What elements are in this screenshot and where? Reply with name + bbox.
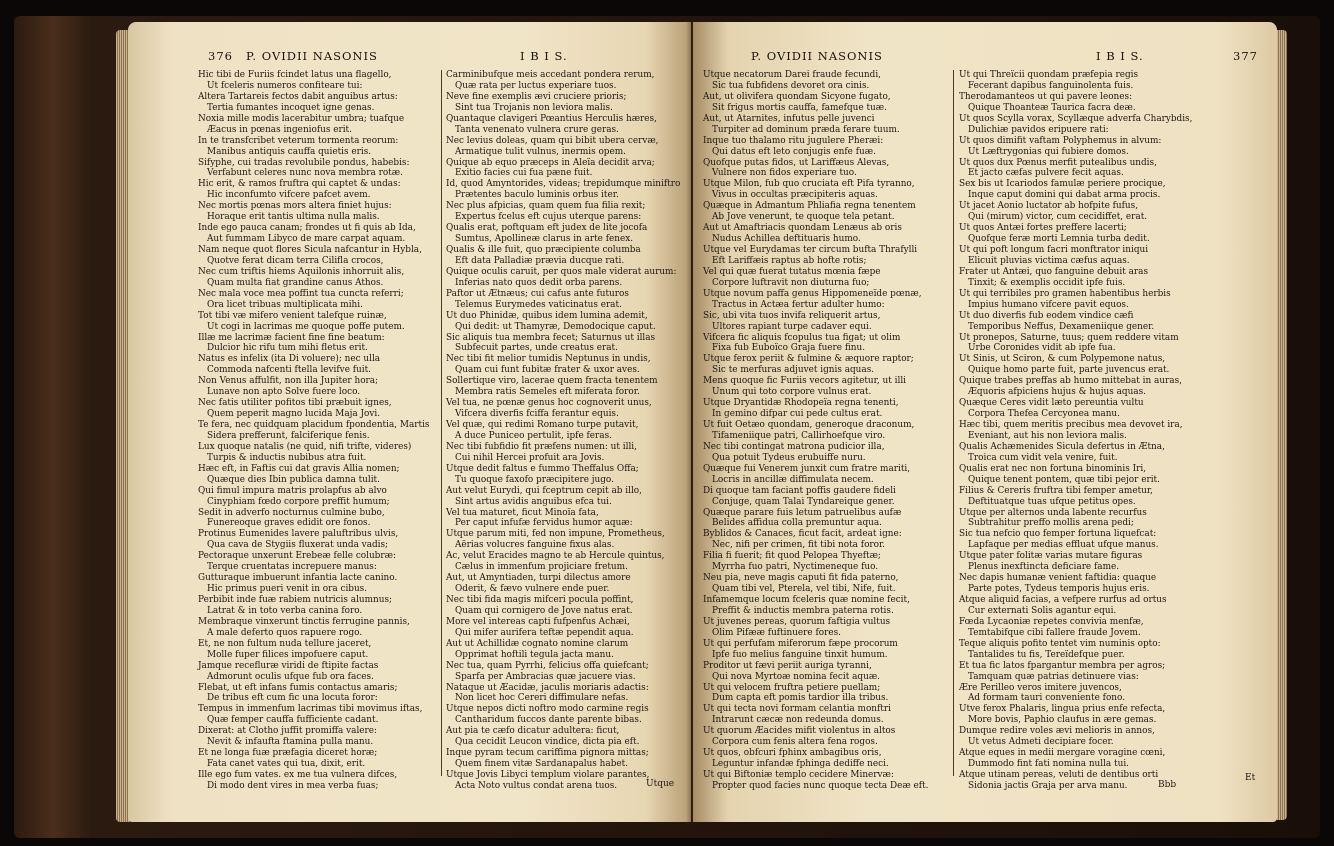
verse-line: Ut duo diverfis fub eodem vindice cæfi — [959, 310, 1134, 321]
verse-line: Et tua fic latos fpargantur membra per agros; — [959, 660, 1166, 671]
right-catchword: Et — [1245, 773, 1256, 783]
verse-line: Neu pia, neve magis caputi fit fida paterno, — [703, 573, 899, 584]
verse-line: Sint artus avidis anguibus efca tui. — [455, 496, 612, 507]
verse-line: Nec tibi fit melior tumidis Neptunus in undis, — [446, 354, 651, 365]
verse-line: Ora licet tribuas multiplicata mihi. — [207, 299, 363, 310]
verse-line: Therodamanteos ut qui pavere leones: — [959, 91, 1133, 102]
verse-line: Utque dedit faltus e fummo Theffalus Offa; — [446, 463, 639, 474]
verse-line: Nec levius doleas, quam qui bibit ubera cervæ, — [446, 135, 659, 146]
verse-line: Ære Perilleo veros imitere juvencos, — [959, 682, 1122, 693]
verse-line: Tamquam quæ patrias detinuere vias: — [968, 671, 1139, 682]
verse-line: Atque eques in medii mergare voragine cœni, — [959, 748, 1166, 759]
verse-line: Utque parum miti, fed non impune, Prometheus, — [446, 529, 665, 540]
verse-line: Latrat & in toto verba canina foro. — [207, 605, 363, 616]
verse-line: Vifcera fic aliquis fcopulus tua figat; ut olim — [703, 332, 901, 343]
verse-line: Nec dapis humanæ venient faftidia: quaque — [959, 573, 1157, 584]
verse-line: Nec, nifi per crimen, fit tibi nota foror. — [712, 540, 886, 551]
verse-line: Frater ut Antæi, quo fanguine debuit aras — [959, 266, 1149, 277]
verse-line: Sparfa per Ambracias quæ jacuere vias. — [455, 671, 636, 682]
verse-line: Inde ego pauca canam; frondes ut fi quis ab Ida, — [198, 223, 416, 234]
verse-line: Nec plus afpicias, quam quem fua filia rexit; — [446, 201, 646, 212]
verse-line: Qualis erat nec non fortuna binominis Iri, — [959, 463, 1147, 474]
verse-line: Utque necatorum Darei fraude fecundi, — [703, 70, 881, 80]
verse-line: Sic tua nefcio quo femper fortuna liquefcat: — [959, 529, 1157, 540]
verse-line: Carminibufque meis accedant pondera rerum, — [446, 70, 655, 80]
verse-line: Ut quos dimifit vaftam Polyphemus in alvum: — [959, 135, 1162, 146]
verse-line: Quam multa fiat grandine canus Athos. — [207, 277, 384, 288]
verse-line: Quam qui cornigero de Jove natus erat. — [455, 605, 633, 616]
verse-line: In te transfcribet veterum tormenta reorum: — [198, 135, 399, 146]
verse-line: Quotve ferat dicam terra Cilifla crocos, — [207, 255, 384, 266]
verse-line: Sic, ubi vita tuos invifa reliquerit artus, — [703, 310, 881, 321]
verse-line: Vifcera diverfis fciffa ferantur equis. — [455, 409, 619, 420]
verse-line: Corpora cum fenis altera fena rogos. — [712, 737, 878, 748]
verse-line: Lux quoque natalis (ne quid, nifi trifte, videres) — [198, 441, 412, 452]
verse-line: Tanta venenato vulnera crure geras. — [455, 124, 619, 135]
verse-line: Temporibus Neffus, Dexameniique gener. — [968, 321, 1155, 332]
verse-line: Membra ratis Semeles eft miferata foror. — [455, 387, 640, 398]
verse-line: Expertus fcelus eft cujus uterque parens: — [455, 212, 642, 223]
verse-line: Et, ne non fultum nuda tellure jaceret, — [198, 638, 372, 649]
verse-line: Turpis & inductis nubibus atra fuit. — [207, 452, 367, 463]
verse-line: Locris in ancillæ diffimulata necem. — [712, 474, 874, 485]
verse-line: Vulnere non fidos experiare tuo. — [712, 168, 857, 179]
verse-line: Commoda nafcenti ftella levifve fuit. — [207, 365, 371, 376]
verse-line: Oderit, & fævo vulnere ende puer. — [455, 584, 610, 595]
verse-line: Hæc tibi, quem meritis precibus mea devovet ira, — [959, 420, 1183, 430]
verse-line: Corpora Thefea Cercyonea manu. — [968, 409, 1120, 420]
verse-line: Vel qui quæ fuerat tutatus mœnia fæpe — [703, 266, 881, 277]
verse-line: Nam neque quot flores Sicula nafcantur in Hybla, — [198, 245, 422, 255]
verse-line: Manibus antiquis cauffa quietis eris. — [207, 146, 372, 157]
signature-mark: Bbb — [1158, 780, 1177, 790]
verse-line: Qualis Achæmenides Sicula defertus in Ætna, — [959, 441, 1165, 452]
left-column-1 — [198, 70, 429, 792]
verse-line: Plenus inexftincta deficiare fame. — [968, 562, 1120, 573]
verse-line: Quem peperit magno lucida Maja Jovi. — [207, 409, 381, 420]
verse-line: Prætentes baculo luminis orbus iter. — [455, 190, 619, 201]
verse-line: Fixa fub Euboïco Graja fuere finu. — [712, 343, 866, 354]
verse-line: Ut fceleris numeros confiteare tui: — [207, 80, 363, 91]
verse-line: More vel intereas capti fufpenfus Achæi, — [446, 616, 630, 627]
verse-line: Qui dedit: ut Thamyræ, Demodocique caput. — [455, 321, 656, 332]
verse-line: Hic tibi de Furiis fcindet latus una flagello, — [198, 70, 392, 80]
verse-line: Parte potes, Tydeus temporis hujus eris. — [968, 584, 1150, 595]
verse-line: Nec mortis pœnas mors altera finiet hujus: — [198, 201, 392, 212]
verse-line: Dixerat: at Clotho juffit promiffa valere: — [198, 726, 378, 737]
verse-line: Eft Lariffæis raptus ab hofte rotis; — [712, 255, 867, 266]
verse-line: Sic tua fubfidens devoret ora cinis. — [712, 80, 870, 91]
verse-line: Qua cava de Stygiis fluxerat unda vadis; — [207, 540, 389, 551]
verse-line: Sex bis ut Icariodos famulæ periere procique, — [959, 179, 1166, 190]
verse-line: Ut cogi in lacrimas me quoque poffe putem. — [207, 321, 405, 332]
verse-line: Byblidos & Canaces, ficut facit, ardeat igne: — [703, 529, 902, 540]
verse-line: Ut Læftrygonias qui fubiere domos. — [968, 146, 1129, 157]
verse-line: Quæque dies Ibin publica damna tulit. — [207, 474, 380, 485]
verse-line: Ut qui Threïcii quondam præfepia regis — [959, 70, 1139, 80]
verse-line: Tinxit; & exemplis occidit ipfe fuis. — [968, 277, 1126, 288]
verse-line: More bovis, Paphio claufus in ære gemas. — [968, 715, 1157, 726]
verse-line: Ut qui tecta novi formam celantia monftri — [703, 704, 891, 715]
verse-line: Verfabunt celeres nunc nova membra rotæ. — [207, 168, 403, 179]
verse-line: Aut fummam Libyco de mare carpat aquam. — [207, 234, 406, 245]
verse-line: Filia fi fuerit; fit quod Pelopea Thyeftæ; — [703, 551, 881, 562]
verse-line: Ut qui poft longum facri monftrator iniqui — [959, 245, 1149, 255]
verse-line: Paftor ut Ætnæus; cui cafus ante futuros — [446, 288, 629, 299]
verse-line: Gutturaque imbuerunt infantia lacte canino. — [198, 573, 398, 584]
verse-line: Utque Dryantidæ Rhodopeïa regna tenenti, — [703, 398, 899, 409]
verse-line: Dulcior hic rifu tum mihi fletus erit. — [207, 343, 368, 354]
verse-line: Perbibit inde fuæ rabiem nutricis alumnus; — [198, 595, 393, 605]
verse-line: Noxia mille modis lacerabitur umbra; tuafque — [198, 113, 405, 124]
verse-line: Corpore luftravit non diuturna fuo; — [712, 277, 870, 288]
verse-line: Quæ rata per luctus experiare tuos. — [455, 80, 617, 91]
verse-line: Cantharidum fuccos dante parente bibas. — [455, 715, 642, 726]
verse-line: Cælus in immenfum projiciare fretum. — [455, 562, 628, 573]
verse-line: Tantalides tu fis, Tereïdefque puer. — [968, 649, 1125, 660]
verse-line: Hic erit, & ramos fruftra qui captet & undas: — [198, 179, 401, 190]
verse-line: Propter quod facies nunc quoque tecta Deæ eft. — [712, 780, 929, 791]
verse-line: Ut Sinis, ut Sciron, & cum Polypemone natus, — [959, 354, 1166, 365]
verse-line: Illæ me lacrimæ facient fine fine beatum: — [198, 332, 385, 343]
verse-line: Impius humano vifcere pavit equos. — [968, 299, 1129, 310]
verse-line: Terque cruentatas increpuere manus: — [207, 562, 377, 573]
verse-line: Ut vetus Admeti decipiare focer. — [968, 737, 1114, 748]
verse-line: Funereoque graves edidit ore fonos. — [207, 518, 371, 529]
verse-line: Natus es infelix (ita Di voluere); nec ulla — [198, 354, 381, 365]
verse-line: Nec cum triftis hiems Aquilonis inhorruit alis, — [198, 266, 405, 277]
verse-line: Quem finem vitæ Sardanapalus habet. — [455, 759, 629, 770]
verse-line: Cui nihil Hercei profuit ara Jovis. — [455, 452, 605, 463]
verse-line: Myrrha fuo patri, Nyctimeneque fuo. — [712, 562, 879, 573]
verse-line: Sidera prefferunt, falciferique fenis. — [207, 430, 370, 441]
verse-line: Nec fatis utiliter pofitos tibi præbuit ignes, — [198, 398, 392, 409]
verse-line: Inque tuo thalamo ritu jugulere Pheræi: — [703, 135, 884, 146]
verse-line: Temtabifque cibi fallere fraude Jovem. — [968, 627, 1141, 638]
verse-line: Nec tua, quam Pyrrhi, felicius offa quiefcant; — [446, 660, 649, 671]
verse-line: Proditor ut fævi periit auriga tyranni, — [703, 660, 872, 671]
right-column-1 — [703, 70, 928, 792]
verse-line: In gemino difpar cui pede cultus erat. — [712, 409, 883, 420]
left-page — [128, 22, 691, 822]
verse-line: Lapfaque per medias effluat ufque manus. — [968, 540, 1159, 551]
verse-line: Aut ut Achillidæ cognato nomine clarum — [446, 638, 629, 649]
verse-line: Tot tibi væ mifero venient talefque ruinæ, — [198, 310, 387, 321]
left-column-2 — [446, 70, 680, 792]
verse-line: Nec mala voce mea poffint tua cuncta referri; — [198, 288, 404, 299]
verse-line: Quique homo parte fuit, parte juvencus erat. — [968, 365, 1170, 376]
verse-line: Quæque Ceres vidit læto pereuntia vultu — [959, 398, 1144, 409]
verse-line: Dulichiæ pavidos eripuere rati: — [968, 124, 1109, 135]
verse-line: Tertia fumantes incoquet igne genas. — [207, 102, 375, 113]
verse-line: Quique ab equo præceps in Aleïa decidit arva; — [446, 157, 655, 168]
verse-line: Eft data Palladiæ prævia ducque rati. — [455, 255, 625, 266]
verse-line: De tribus eft cum fic una locuta foror: — [207, 693, 378, 704]
verse-line: Admorunt oculis ufque fub ora faces. — [207, 671, 374, 682]
verse-line: Unum qui toto corpore vulnus erat. — [712, 387, 872, 398]
verse-line: Ut quos Antæi fortes preffere lacerti; — [959, 223, 1127, 234]
verse-line: Urbe Coronides vidit ab ipfe fua. — [968, 343, 1116, 354]
verse-line: A duce Puniceo pertulit, ipfe feras. — [455, 430, 612, 441]
verse-line: Quam tibi vel, Pterela, vel tibi, Nife, fuit. — [712, 584, 896, 595]
verse-line: Quæque in Admantum Phliafia regna tenentem — [703, 201, 916, 212]
verse-line: Fecerant dapibus fanguinolenta fuis. — [968, 80, 1134, 91]
verse-line: Ut quos dux Pœnus merfit putealibus undis, — [959, 157, 1157, 168]
verse-line: Membraque vinxerunt tinctis ferrugine pannis, — [198, 616, 410, 627]
verse-line: Qua potuit Tydeus erubuiffe nuru. — [712, 452, 866, 463]
verse-line: Quofque putas fidos, ut Lariffæus Alevas, — [703, 157, 890, 168]
verse-line: Telemus Eurymedes vaticinatus erat. — [455, 299, 622, 310]
verse-line: Non licet hoc Cereri diffimulare nefas. — [455, 693, 629, 704]
verse-line: Sint tua Trojanis non leviora malis. — [455, 102, 613, 113]
verse-line: Qui fimul impura matris prolapfus ab alvo — [198, 485, 387, 496]
verse-line: Æacus in pœnas ingeniofus erit. — [207, 124, 352, 135]
verse-line: Inque pyram tecum cariffima pignora mittas; — [446, 748, 649, 759]
verse-line: Qui datus eft leto conjugis enfe fuæ. — [712, 146, 876, 157]
verse-line: Aut, ut olivifera quondam Sicyone fugato, — [703, 91, 891, 102]
verse-line: Quofque feræ morti Lemnia turba dedit. — [968, 234, 1150, 245]
verse-line: Utque nepos dicti noftro modo carmine regis — [446, 704, 649, 715]
verse-line: Acta Noto vultus condat arena tuos. — [455, 780, 618, 791]
verse-line: Fœda Lycaoniæ repetes convivia menfæ, — [959, 616, 1144, 627]
verse-line: Protinus Eumenides lavere paluftribus ulvis, — [198, 529, 399, 540]
verse-line: Tifameniique patri, Callirhoefque viro. — [712, 430, 886, 441]
verse-line: Et ne longa fuæ præfagia diceret horæ; — [198, 748, 378, 759]
right-running-ibis: I B I S. — [1096, 49, 1144, 63]
verse-line: Inferias nato quos dedit orba parens. — [455, 277, 623, 288]
verse-line: Ultores rapiant turpe cadaver equi. — [712, 321, 872, 332]
verse-line: Sedit in adverfo nocturnus culmine bubo, — [198, 507, 385, 518]
verse-line: Ut qui Biftoniæ templo cecidere Minervæ: — [703, 770, 894, 780]
verse-line: Nevit & infaufta ftamina pulla manu. — [207, 737, 374, 748]
verse-line: Horaque erit tantis ultima nulla malis. — [207, 212, 380, 223]
verse-line: Fata canet vates qui tua, dixit, erit. — [207, 759, 366, 770]
verse-line: Quique tenent pontem, quæ tibi pejor erit. — [968, 474, 1160, 485]
verse-line: Utque vel Eurydamas ter circum bufta Thrafylli — [703, 245, 918, 255]
verse-line: Aut pia te cæfo dicatur adultera: ficut, — [446, 726, 620, 737]
verse-line: Vel tua, ne pœnæ genus hoc cognoverit unus, — [446, 398, 652, 409]
verse-line: Ut qui velocem fruftra petiere puellam; — [703, 682, 881, 693]
verse-line: Hic primus pueri venit in ora cibus. — [207, 584, 368, 595]
verse-line: Quique trabes preffas ab humo mittebat in auras, — [959, 376, 1182, 387]
right-page-number: 377 — [1233, 49, 1258, 63]
left-page-number: 376 — [208, 49, 233, 63]
verse-line: Vivus in occultas præcipiteris aquas. — [712, 190, 878, 201]
verse-line: Elicuit pluvias victima cæfus aquas. — [968, 255, 1130, 266]
verse-line: Non Venus affulfit, non illa Jupiter hora; — [198, 376, 379, 387]
verse-line: Sit frigus mortis cauffa, famefque tuæ. — [712, 102, 887, 113]
verse-line: Subtrahitur preffo mollis arena pedi; — [968, 518, 1134, 529]
right-running-title: P. OVIDII NASONIS — [751, 49, 883, 63]
verse-line: Nec tibi fida magis mifceri pocula poffint, — [446, 595, 634, 605]
verse-line: Id, quod Amyntorides, videas; trepidumque miniftro — [446, 179, 681, 190]
verse-line: Æquoris afpiciens hujus & hujus aquas. — [968, 387, 1146, 398]
verse-line: Qua cecidit Leucon vindice, dicta pia eft. — [455, 737, 640, 748]
verse-line: Neve fine exemplis ævi cruciere prioris; — [446, 91, 627, 102]
column-rule-left — [441, 70, 442, 776]
verse-line: Qualis & ille fuit, quo præcipiente columba — [446, 245, 641, 255]
verse-line: Turpiter ad dominum præda ferare tuum. — [712, 124, 900, 135]
right-column-2 — [959, 70, 1192, 792]
verse-line: Et jacto cæfas pulvere fecit aquas. — [968, 168, 1124, 179]
verse-line: Tu quoque faxofo præcipitere jugo. — [455, 474, 614, 485]
verse-line: Nec tibi contingat matrona pudicior illa, — [703, 441, 885, 452]
verse-line: Hæc eft, in Faftis cui dat gravis Allia nomen; — [198, 463, 400, 474]
verse-line: Sifyphe, cui tradas revolubile pondus, habebis: — [198, 157, 410, 168]
verse-line: Vel quæ, qui redimi Romano turpe putavit, — [446, 420, 639, 430]
column-rule-right — [953, 70, 954, 776]
verse-line: Deftituatque tuas ufque petitus opes. — [968, 496, 1136, 507]
verse-line: Nec tibi fubfidio fit præfens numen: ut illi, — [446, 441, 637, 452]
verse-line: Di quoque tam faciant poffis gaudere fideli — [703, 485, 896, 496]
verse-line: Qualis erat, poftquam eft judex de lite jocofa — [446, 223, 648, 234]
verse-line: Ut jacet Aonio luctator ab hofpite fufus, — [959, 201, 1139, 212]
verse-line: Di modo dent vires in mea verba fuas; — [207, 780, 379, 791]
verse-line: Ut pronepos, Saturne, tuus; quem reddere vitam — [959, 332, 1179, 343]
verse-line: Sumtus, Apollineæ clarus in arte fenex. — [455, 234, 634, 245]
verse-line: Aut, ut Atarnites, infutus pelle juvenci — [703, 113, 875, 124]
verse-line: Hic inconfumto vifcere pafcet avem. — [207, 190, 371, 201]
verse-line: Belides affidua colla premuntur aqua. — [712, 518, 882, 529]
verse-line: Quæque fui Venerem junxit cum fratre mariti, — [703, 463, 911, 474]
verse-line: Ille ego fum vates. ex me tua vulnera difces, — [198, 770, 398, 780]
verse-line: Preffit & inductis membra paterna rotis. — [712, 605, 894, 616]
left-running-ibis: I B I S. — [520, 49, 568, 63]
verse-line: Qui mifer aurifera teftæ pependit aqua. — [455, 627, 634, 638]
verse-line: Armatique tulit vulnus, inermis opem. — [455, 146, 626, 157]
verse-line: Ab Jove venerunt, te quoque tela petant. — [712, 212, 895, 223]
verse-line: Dum capta eft pomis tardior illa tribus. — [712, 693, 889, 704]
verse-line: Utque Jovis Libyci templum violare parantes, — [446, 770, 650, 780]
verse-line: Ut quos Scylla vorax, Scyllæque adverfa Charybdis, — [959, 113, 1193, 124]
verse-line: A male deferto quos rapuere rogo. — [207, 627, 363, 638]
verse-line: Quique oculis caruit, per quos male viderat aurum: — [446, 266, 677, 277]
verse-line: Cur externati Solis agantur equi. — [968, 605, 1117, 616]
verse-line: Aut ut Amaftriacis quondam Lenæus ab oris — [703, 223, 902, 234]
verse-line: Eveniant, aut his non leviora malis. — [968, 430, 1127, 441]
verse-line: Utque Milon, fub quo cruciata eft Pifa tyranno, — [703, 179, 915, 190]
verse-line: Dumque redire voles ævi melioris in annos, — [959, 726, 1155, 737]
verse-line: Sidonia jactis Graja per arva manu. — [968, 780, 1128, 791]
verse-line: Qui (mirum) victor, cum cecidiffet, erat. — [968, 212, 1148, 223]
verse-line: Utque pater folitæ varias mutare figuras — [959, 551, 1143, 562]
verse-line: Intrarunt cæcæ non redeunda domus. — [712, 715, 884, 726]
verse-line: Te fera, nec quidquam placidum fpondentia, Martis — [198, 420, 430, 430]
verse-line: Tempus in immenfum lacrimas tibi movimus iftas, — [198, 704, 423, 715]
verse-line: Filius & Cereris fruftra tibi femper ametur, — [959, 485, 1153, 496]
verse-line: Utve ferox Phalaris, lingua prius enfe refecta, — [959, 704, 1166, 715]
verse-line: Utque novum paffa genus Hippomeneïde pœnæ, — [703, 288, 922, 299]
verse-line: Atque aliquid facias, a vefpere rurfus ad ortus — [959, 595, 1167, 605]
verse-line: Aërias volucres fanguine fixus alas. — [455, 540, 615, 551]
verse-line: Vel tua maturet, ficut Minoïa fata, — [446, 507, 599, 518]
verse-line: Utque ferox periit & fulmine & æquore raptor; — [703, 354, 914, 365]
verse-line: Nudus Achillea deftituaris humo. — [712, 234, 861, 245]
verse-line: Per caput infufæ fervidus humor aquæ: — [455, 518, 633, 529]
verse-line: Conjuge, quam Talai Tyndareique gener. — [712, 496, 895, 507]
verse-line: Sollertique viro, lacerae quem fracta tenentem — [446, 376, 658, 387]
left-catchword: Utque — [646, 779, 675, 789]
verse-line: Troica cum vidit vela venire, fuit. — [968, 452, 1118, 463]
verse-line: Exitio facies cui fua pæne fuit. — [455, 168, 593, 179]
verse-line: Ad formam tauri conveniente fono. — [968, 693, 1126, 704]
verse-line: Ut qui perfufam miferorum fæpe procorum — [703, 638, 898, 649]
verse-line: Ut quos, obfcuri fphinx ambagibus oris, — [703, 748, 882, 759]
verse-line: Ipfe fuo melius fanguine tinxit humum. — [712, 649, 888, 660]
verse-line: Ut duo Phinidæ, quibus idem lumina ademit, — [446, 310, 648, 321]
verse-line: Nataque ut Æacidæ, jaculis moriaris adactis: — [446, 682, 649, 693]
verse-line: Lunave non apto Solve fuere loco. — [207, 387, 361, 398]
verse-line: Ut qui terribiles pro gramen habentibus herbis — [959, 288, 1171, 299]
verse-line: Molle fuper filices impofuere caput. — [207, 649, 369, 660]
verse-line: Aut velut Eurydi, qui fceptrum cepit ab illo, — [446, 485, 642, 496]
verse-line: Qui nova Myrtoæ nomina fecit aquæ. — [712, 671, 880, 682]
verse-line: Ut quorum Æacides mifit violentus in altos — [703, 726, 896, 737]
right-page — [693, 22, 1277, 822]
verse-line: Sic aliquis tua membra fecet; Saturnus ut illas — [446, 332, 656, 343]
verse-line: Subfecuit partes, unde creatus erat. — [455, 343, 618, 354]
verse-line: Inque caput domini qui dabat arma procis. — [968, 190, 1161, 201]
left-running-title: P. OVIDII NASONIS — [246, 49, 378, 63]
verse-line: Utque per alternos unda labente recurfus — [959, 507, 1147, 518]
verse-line: Jamque recefluræ viridi de ftipite factas — [198, 660, 379, 671]
verse-line: Dummodo fint fati nomina nulla tui. — [968, 759, 1129, 770]
verse-line: Altera Tartareis fectos dabit anguibus artus: — [198, 91, 398, 102]
verse-line: Quæ femper cauffa fufficiente cadant. — [207, 715, 379, 726]
verse-line: Tractus in Actæa fertur adulter humo: — [712, 299, 885, 310]
verse-line: Olim Pifææ fuftinuere fores. — [712, 627, 841, 638]
verse-line: Quæque parare fuis letum patruelibus aufæ — [703, 507, 902, 518]
verse-line: Pectoraque unxerunt Erebeæ felle colubræ: — [198, 551, 396, 562]
verse-line: Quantaque clavigeri Pœantius Herculis hæres, — [446, 113, 657, 124]
verse-line: Atque utinam pereas, veluti de dentibus orti — [959, 770, 1159, 780]
verse-line: Quam cui funt fubitæ frater & uxor aves. — [455, 365, 640, 376]
verse-line: Flebat, ut eft infans fumis contactus amaris; — [198, 682, 398, 693]
verse-line: Opprimat hoftili tegula jacta manu. — [455, 649, 614, 660]
verse-line: Leguntur infandæ fphinga dediffe neci. — [712, 759, 889, 770]
verse-line: Quique Thoanteæ Taurica facra deæ. — [968, 102, 1136, 113]
verse-line: Ut juvenes pereas, quorum faftigia vultus — [703, 616, 891, 627]
verse-line: Sic te merfuras adjuvet ignis aquas. — [712, 365, 875, 376]
verse-line: Ac, velut Eracides magno te ab Hercule quintus, — [446, 551, 665, 562]
verse-line: Teque aliquis pofito tentet vim numinis opto: — [959, 638, 1161, 649]
verse-line: Aut, ut Amyntiaden, turpi dilectus amore — [446, 573, 631, 584]
verse-line: Cinyphiam fœdo corpore preffit humum; — [207, 496, 390, 507]
verse-line: Mens quoque fic Furiis vecors agitetur, ut illi — [703, 376, 906, 387]
verse-line: Infamemque locum fceleris quæ nomine fecit, — [703, 595, 910, 605]
verse-line: Ut fuit Oetæo quondam, generoque draconum, — [703, 420, 915, 430]
